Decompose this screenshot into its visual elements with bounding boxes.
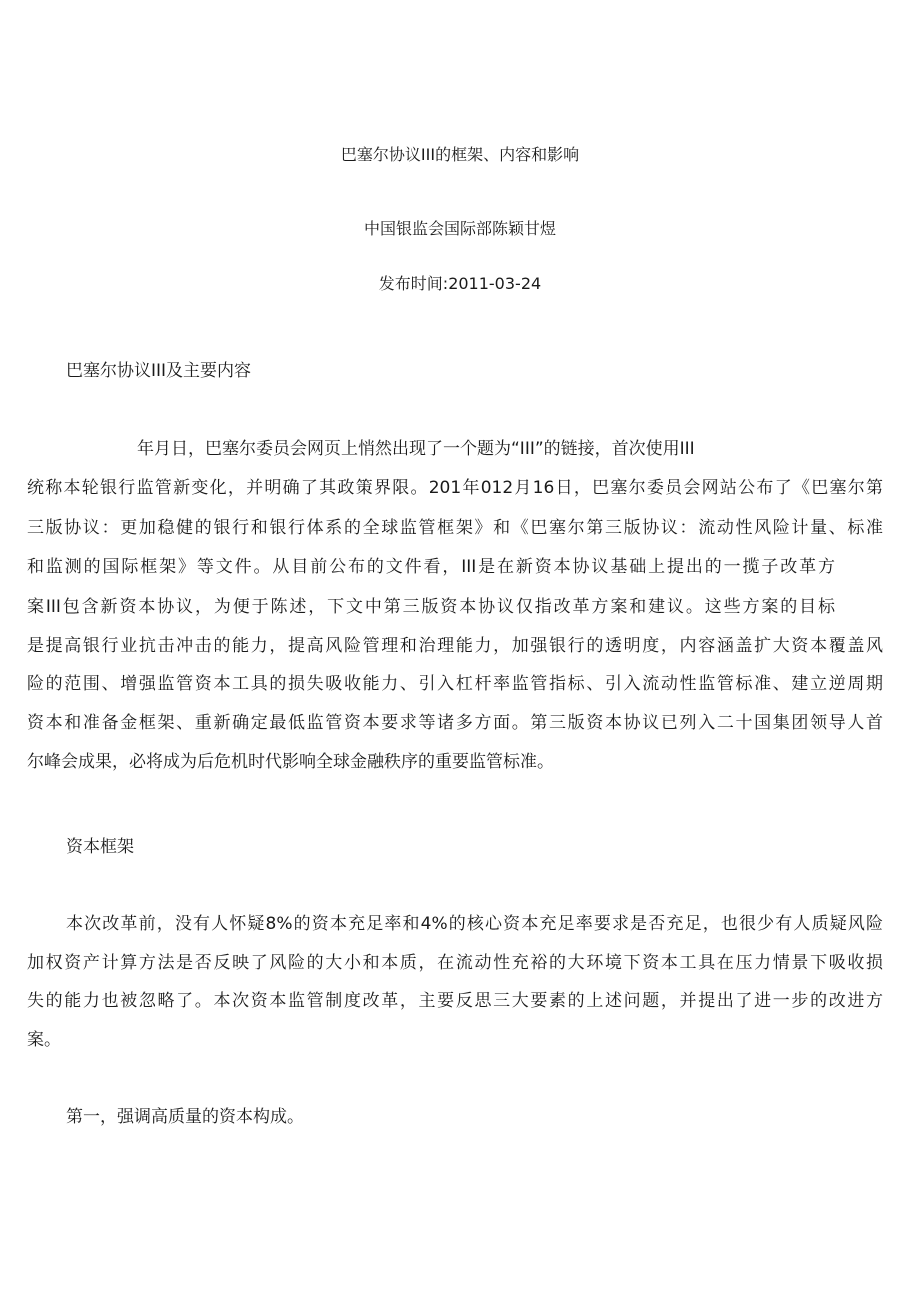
section-heading-capital-quality: 第一，强调高质量的资本构成。 bbox=[66, 1107, 304, 1127]
section-heading-capital-framework: 资本框架 bbox=[66, 837, 134, 857]
document-title: 巴塞尔协议III的框架、内容和影响 bbox=[340, 145, 580, 164]
paragraph-line: 加权资产计算方法是否反映了风险的大小和本质，在流动性充裕的大环境下资本工具在压力情景下吸收损 bbox=[27, 953, 883, 973]
author-line: 中国银监会国际部陈颖甘煜 bbox=[363, 219, 556, 238]
section-heading-basel3: 巴塞尔协议III及主要内容 bbox=[66, 361, 252, 381]
paragraph-line: 案。 bbox=[27, 1030, 61, 1050]
paragraph-line: 失的能力也被忽略了。本次资本监管制度改革，主要反思三大要素的上述问题，并提出了进一步的改进方 bbox=[27, 991, 883, 1011]
paragraph-line: 资本和准备金框架、重新确定最低监管资本要求等诸多方面。第三版资本协议已列入二十国集团领导人首 bbox=[27, 713, 883, 733]
paragraph-line: 本次改革前，没有人怀疑8%的资本充足率和4%的核心资本充足率要求是否充足，也很少有人质疑风险 bbox=[66, 914, 883, 934]
paragraph-line: 年月日，巴塞尔委员会网页上悄然出现了一个题为“III”的链接，首次使用III bbox=[137, 439, 695, 459]
publish-date: 发布时间:2011-03-24 bbox=[378, 274, 542, 293]
paragraph-line: 是提高银行业抗击冲击的能力，提高风险管理和治理能力，加强银行的透明度，内容涵盖扩大资本覆盖风 bbox=[27, 636, 883, 656]
paragraph-line: 尔峰会成果，必将成为后危机时代影响全球金融秩序的重要监管标准。 bbox=[27, 752, 554, 772]
paragraph-line: 统称本轮银行监管新变化，并明确了其政策界限。201年012月16日，巴塞尔委员会网站公布了《巴塞尔第 bbox=[27, 478, 883, 498]
paragraph-line: 险的范围、增强监管资本工具的损失吸收能力、引入杠杆率监管指标、引入流动性监管标准、建立逆周期 bbox=[27, 674, 883, 694]
paragraph-line: 和监测的国际框架》等文件。从目前公布的文件看，III是在新资本协议基础上提出的一揽子改革方 bbox=[27, 557, 835, 577]
paragraph-line: 案III包含新资本协议，为便于陈述，下文中第三版资本协议仅指改革方案和建议。这些方案的目标 bbox=[27, 597, 835, 617]
paragraph-line: 三版协议：更加稳健的银行和银行体系的全球监管框架》和《巴塞尔第三版协议：流动性风险计量、标准 bbox=[27, 518, 883, 538]
